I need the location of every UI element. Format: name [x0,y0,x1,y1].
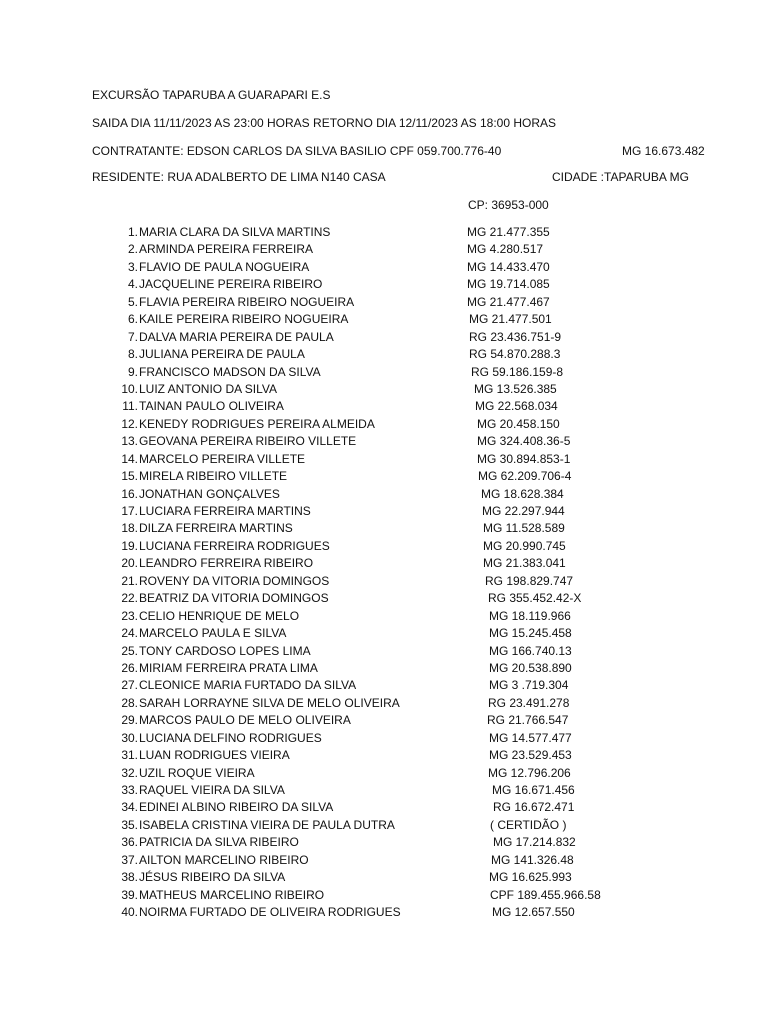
passenger-name: MARIA CLARA DA SILVA MARTINS [139,225,331,239]
list-item [0,887,768,904]
list-item [0,573,768,590]
passenger-document: ( CERTIDÃO ) [490,817,567,832]
passenger-name: JACQUELINE PEREIRA RIBEIRO [139,277,323,292]
item-number: 4. [127,277,138,292]
list-item [0,817,768,834]
passenger-name: MARCELO PEREIRA VILLETE [139,451,306,466]
passenger-name: MIRIAM FERREIRA PRATA LIMA [139,660,318,675]
list-item [0,590,768,607]
item-number: 8. [127,347,138,362]
list-item [0,381,768,398]
passenger-name: KAILE PEREIRA RIBEIRO NOGUEIRA [139,312,349,327]
list-item [0,730,768,747]
item-number: 24. [121,626,138,641]
passenger-document: MG 12.796.206 [488,765,571,780]
item-number: 20. [121,556,138,571]
item-number: 1. [127,225,138,239]
item-number: 22. [121,591,138,606]
item-number: 5. [127,294,138,309]
item-number: 3. [127,259,138,274]
item-number: 14. [121,451,138,466]
passenger-name: CELIO HENRIQUE DE MELO [139,608,300,623]
passenger-document: MG 166.740.13 [489,643,572,658]
postal-code: CP: 36953-000 [468,198,549,212]
passenger-name: JÉSUS RIBEIRO DA SILVA [139,870,286,885]
passenger-document: RG 198.829.747 [485,573,574,588]
item-number: 33. [121,783,138,797]
passenger-name: BEATRIZ DA VITORIA DOMINGOS [139,591,329,606]
item-number: 32. [121,765,138,780]
item-number: 30. [121,730,138,745]
passenger-document: MG 21.477.467 [467,294,550,309]
list-item [0,852,768,869]
passenger-document: MG 11.528.589 [483,521,565,536]
passenger-document: MG 21.477.501 [469,312,552,327]
item-number: 21. [121,573,138,588]
passenger-document: MG 15.245.458 [489,626,572,641]
passenger-name: SARAH LORRAYNE SILVA DE MELO OLIVEIRA [139,695,400,710]
list-item [0,660,768,677]
passenger-name: MARCOS PAULO DE MELO OLIVEIRA [139,713,351,728]
passenger-name: NOIRMA FURTADO DE OLIVEIRA RODRIGUES [139,905,401,920]
passenger-name: LUCIANA DELFINO RODRIGUES [139,730,322,745]
list-item [0,416,768,433]
item-number: 35. [121,817,138,832]
passenger-document: RG 23.491.278 [488,695,570,710]
passenger-document: MG 14.433.470 [467,259,550,274]
passenger-document: MG 14.577.477 [489,730,572,745]
passenger-document: MG 4.280.517 [467,242,544,257]
list-item [0,555,768,572]
residence-address: RESIDENTE: RUA ADALBERTO DE LIMA N140 CASA [92,170,386,184]
passenger-document: MG 18.119.966 [489,608,571,623]
list-item [0,503,768,520]
residence-line [92,170,689,184]
item-number: 28. [121,695,138,710]
passenger-document: RG 23.436.751-9 [469,329,562,344]
list-item [0,433,768,450]
passenger-document: RG 355.452.42-X [488,591,582,606]
passenger-name: PATRICIA DA SILVA RIBEIRO [139,835,299,850]
passenger-name: ROVENY DA VITORIA DOMINGOS [139,573,330,588]
list-item [0,765,768,782]
item-number: 17. [121,504,138,518]
passenger-document: MG 17.214.832 [493,835,576,850]
passenger-name: KENEDY RODRIGUES PEREIRA ALMEIDA [139,416,375,431]
list-item [0,677,768,694]
list-item [0,747,768,764]
list-item [0,241,768,258]
passenger-name: LUCIANA FERREIRA RODRIGUES [139,538,330,553]
list-item [0,259,768,276]
list-item [0,294,768,311]
passenger-name: ISABELA CRISTINA VIEIRA DE PAULA DUTRA [139,817,395,832]
passenger-name: DALVA MARIA PEREIRA DE PAULA [139,329,334,344]
passenger-document: CPF 189.455.966.58 [490,887,601,902]
item-number: 26. [121,660,138,675]
passenger-name: ARMINDA PEREIRA FERREIRA [139,242,314,257]
passenger-document: MG 20.990.745 [483,538,566,553]
item-number: 18. [121,521,138,536]
list-item [0,625,768,642]
item-number: 29. [121,713,138,728]
passenger-document: MG 22.297.944 [482,504,565,518]
passenger-document: MG 13.526.385 [474,381,557,396]
passenger-name: LUAN RODRIGUES VIEIRA [139,748,290,763]
list-item [0,608,768,625]
list-item [0,276,768,293]
passenger-document: MG 324.408.36-5 [477,434,571,449]
passenger-name: FLAVIO DE PAULA NOGUEIRA [139,259,310,274]
passenger-document: MG 62.209.706-4 [478,469,572,484]
item-number: 13. [121,434,138,449]
item-number: 9. [127,364,138,379]
passenger-name: MARCELO PAULA E SILVA [139,626,287,641]
list-item [0,486,768,503]
passenger-list [0,224,768,922]
passenger-document: MG 19.714.085 [467,277,550,292]
passenger-document: MG 21.383.041 [483,556,566,571]
passenger-name: LEANDRO FERREIRA RIBEIRO [139,556,314,571]
passenger-name: MIRELA RIBEIRO VILLETE [139,469,288,484]
passenger-document: MG 16.671.456 [492,783,575,797]
list-item [0,468,768,485]
passenger-document: MG 20.538.890 [489,660,572,675]
passenger-document: MG 16.625.993 [489,870,572,885]
passenger-name: CLEONICE MARIA FURTADO DA SILVA [139,678,357,693]
list-item [0,538,768,555]
passenger-name: GEOVANA PEREIRA RIBEIRO VILLETE [139,434,357,449]
passenger-document: MG 3 .719.304 [489,678,569,693]
list-item [0,451,768,468]
passenger-document: MG 21.477.355 [467,225,550,239]
passenger-name: LUIZ ANTONIO DA SILVA [139,381,278,396]
item-number: 34. [121,800,138,815]
item-number: 19. [121,538,138,553]
passenger-name: LUCIARA FERREIRA MARTINS [139,504,311,518]
passenger-name: TONY CARDOSO LOPES LIMA [139,643,311,658]
passenger-document: RG 54.870.288.3 [469,347,561,362]
passenger-document: MG 30.894.853-1 [477,451,571,466]
list-item [0,712,768,729]
item-number: 23. [121,608,138,623]
list-item [0,799,768,816]
item-number: 27. [121,678,138,693]
passenger-document: MG 12.657.550 [492,905,575,920]
passenger-name: DILZA FERREIRA MARTINS [139,521,293,536]
passenger-name: EDINEI ALBINO RIBEIRO DA SILVA [139,800,334,815]
document-title: EXCURSÃO TAPARUBA A GUARAPARI E.S [92,88,331,102]
passenger-name: RAQUEL VIEIRA DA SILVA [139,783,285,797]
list-item [0,904,768,921]
item-number: 38. [121,870,138,885]
item-number: 16. [121,486,138,501]
list-item [0,224,768,241]
passenger-document: MG 141.326.48 [491,852,574,867]
passenger-name: JULIANA PEREIRA DE PAULA [139,347,305,362]
passenger-document: MG 18.628.384 [481,486,564,501]
list-item [0,782,768,799]
item-number: 2. [127,242,138,257]
passenger-name: UZIL ROQUE VIEIRA [139,765,255,780]
item-number: 11. [122,399,138,414]
residence-city: CIDADE :TAPARUBA MG [552,170,689,184]
item-number: 39. [121,887,138,902]
passenger-name: JONATHAN GONÇALVES [139,486,280,501]
list-item [0,364,768,381]
list-item [0,643,768,660]
item-number: 36. [121,835,138,850]
passenger-document: RG 16.672.471 [493,800,575,815]
passenger-name: FLAVIA PEREIRA RIBEIRO NOGUEIRA [139,294,355,309]
list-item [0,398,768,415]
item-number: 12. [121,416,138,431]
item-number: 37. [121,852,138,867]
list-item [0,346,768,363]
list-item [0,520,768,537]
passenger-name: MATHEUS MARCELINO RIBEIRO [139,887,325,902]
passenger-document: RG 59.186.159-8 [471,364,564,379]
passenger-name: AILTON MARCELINO RIBEIRO [139,852,309,867]
passenger-document: MG 23.529.453 [489,748,572,763]
item-number: 25. [121,643,138,658]
contractor-doc: MG 16.673.482 [622,144,705,158]
passenger-name: TAINAN PAULO OLIVEIRA [139,399,284,414]
item-number: 15. [121,469,138,484]
list-item [0,869,768,886]
item-number: 31. [121,748,138,763]
item-number: 40. [121,905,138,920]
list-item [0,695,768,712]
list-item [0,311,768,328]
item-number: 7. [127,329,138,344]
passenger-document: RG 21.766.547 [487,713,569,728]
list-item [0,329,768,346]
item-number: 6. [127,312,138,327]
list-item [0,834,768,851]
contractor-line [92,144,705,158]
item-number: 10. [121,381,138,396]
passenger-document: MG 20.458.150 [477,416,560,431]
trip-dates: SAIDA DIA 11/11/2023 AS 23:00 HORAS RETORNO DIA 12/11/2023 AS 18:00 HORAS [92,116,557,130]
passenger-document: MG 22.568.034 [475,399,558,414]
contractor-name: CONTRATANTE: EDSON CARLOS DA SILVA BASILIO CPF 059.700.776-40 [92,144,502,158]
passenger-name: FRANCISCO MADSON DA SILVA [139,364,321,379]
